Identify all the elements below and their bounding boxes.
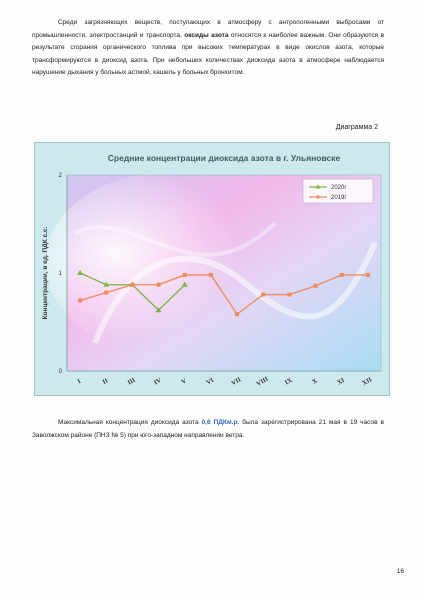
x-tick-label: IV <box>152 376 163 387</box>
diagram-caption: Диаграмма 2 <box>335 124 378 131</box>
x-tick-label: I <box>76 378 83 386</box>
x-tick-label: III <box>126 376 137 387</box>
chart-title: Средние концентрации диоксида азота в г. Ульяновске <box>107 153 341 163</box>
x-tick-label: VII <box>230 376 243 388</box>
data-point <box>366 273 370 277</box>
data-point <box>209 273 213 277</box>
data-point <box>157 283 161 287</box>
intro-paragraph <box>32 17 384 80</box>
data-point <box>235 312 239 316</box>
x-tick-label: VIII <box>255 375 270 388</box>
x-tick-labels <box>76 375 373 387</box>
x-tick-label: V <box>180 377 188 386</box>
chart-container <box>34 142 390 396</box>
page-number: 16 <box>396 568 404 575</box>
data-point <box>261 293 265 297</box>
x-tick-label: II <box>101 377 110 386</box>
x-tick-label: XI <box>336 376 346 387</box>
intro-bold-term: оксиды азота <box>184 31 229 39</box>
y-tick-label: 2 <box>58 173 62 179</box>
data-point <box>130 283 134 287</box>
no2-line-chart <box>35 143 389 395</box>
max-concentration-value: 0,6 ПДКм.р. <box>201 419 240 426</box>
legend-label: 2019г <box>331 195 347 201</box>
y-tick-label: 1 <box>58 271 62 277</box>
x-tick-label: VI <box>205 376 216 387</box>
data-point <box>78 298 82 302</box>
data-point <box>104 291 108 295</box>
x-tick-label: XII <box>361 376 374 388</box>
conclusion-text-end: была зарегистрирована 21 мая в 19 часов в Заволжском районе (ПНЗ № 5) при юго-западном направлении ветра. <box>32 419 384 439</box>
y-axis-label: Концентрации, в ед. ПДК с.с. <box>42 226 49 320</box>
x-tick-label: IX <box>283 376 294 387</box>
y-tick-label: 0 <box>58 369 62 375</box>
conclusion-text-start: Максимальная концентрация диоксида азота <box>58 419 199 426</box>
legend-marker <box>317 196 320 199</box>
intro-text-start: Среди загрязняющих веществ, поступающих в атмосферу с антропогенными выбросами от промышленности, электростанций и транспорта, <box>32 19 384 39</box>
x-tick-label: X <box>311 377 319 386</box>
data-point <box>287 293 291 297</box>
legend <box>303 179 373 203</box>
data-point <box>183 273 187 277</box>
intro-text-end: относятся к наиболее важным. Они образуются в результате сгорания органического топлива при высоких температурах в виде окислов азота, которые трансформируются в диоксид азота. При небольших количествах диоксида азота в атмосфере наблюдается нарушение дыхания у больных астмой, кашель у больных бронхитом. <box>32 31 385 77</box>
data-point <box>314 284 318 288</box>
legend-label: 2020г <box>331 185 347 191</box>
data-point <box>340 273 344 277</box>
conclusion-paragraph <box>32 416 384 442</box>
